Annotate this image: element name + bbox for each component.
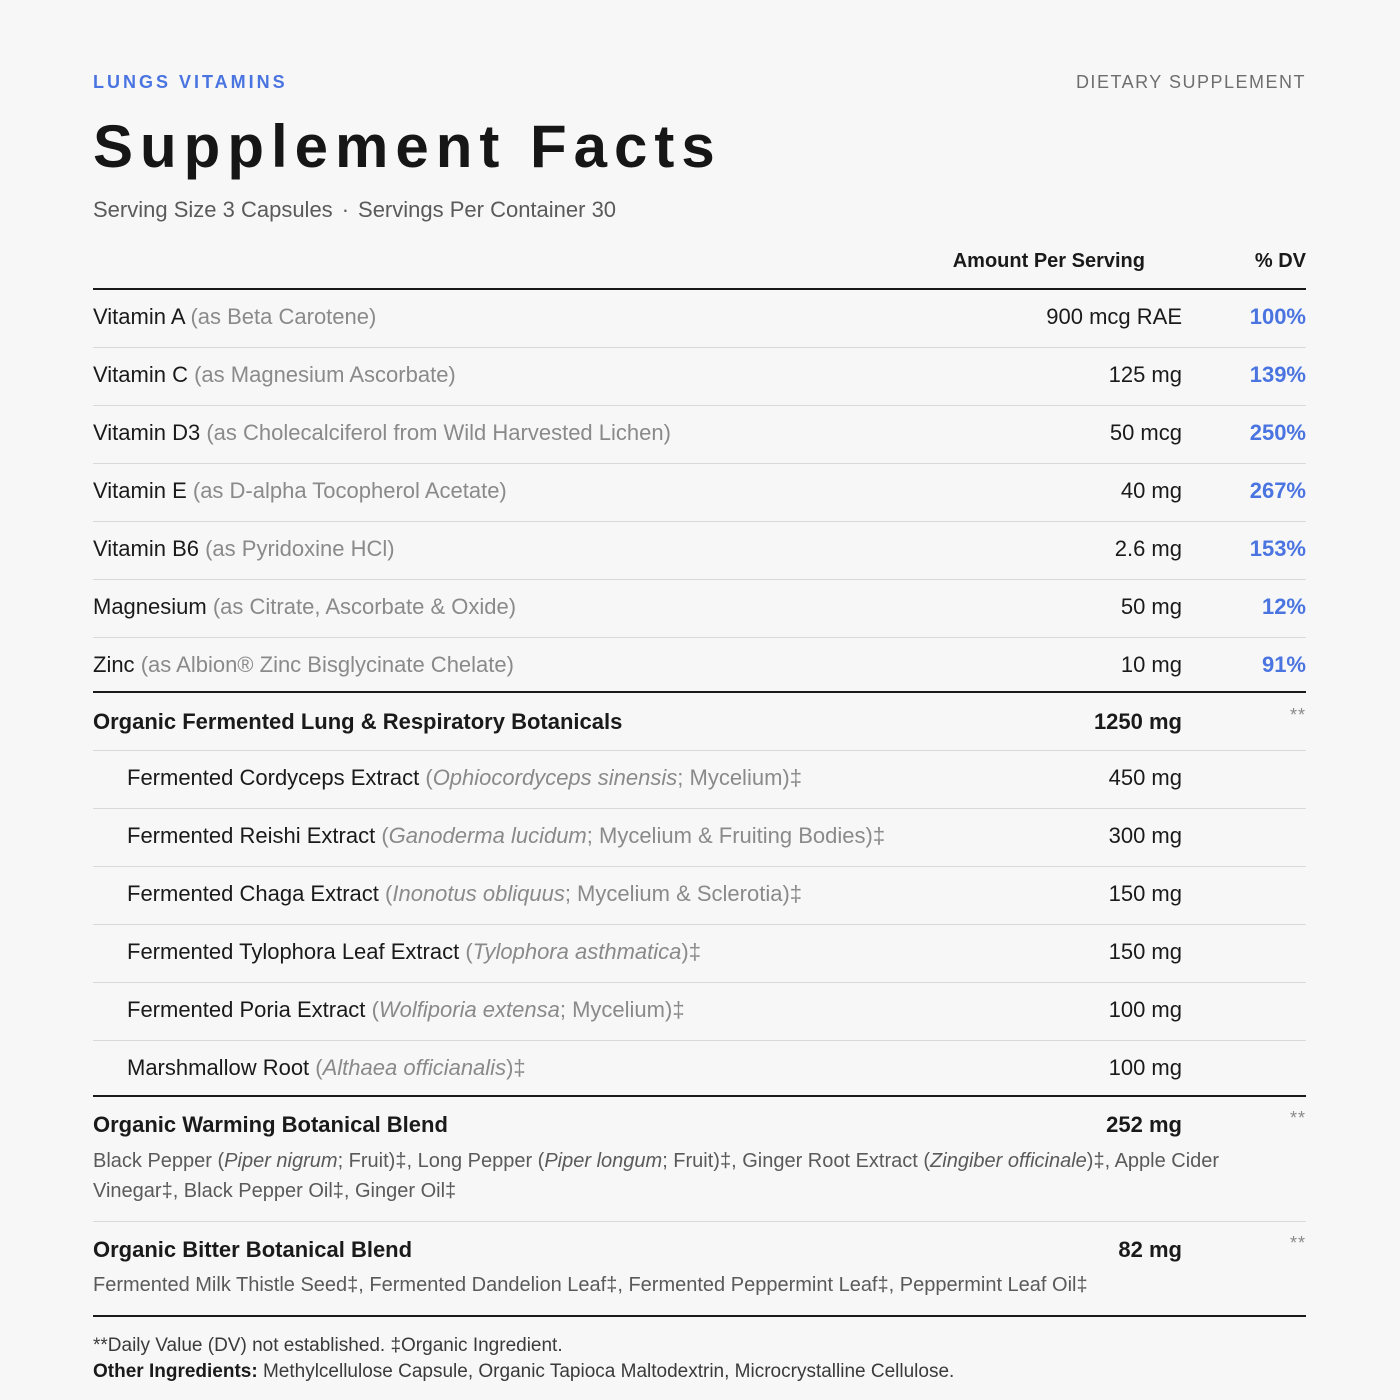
nutrient-source: (as Beta Carotene)	[190, 304, 377, 329]
ingredient-name: Marshmallow Root	[127, 1055, 310, 1080]
list-item	[93, 750, 1306, 808]
nutrient-name: Zinc	[93, 652, 135, 677]
ingredient-name: Fermented Cordyceps Extract	[127, 765, 420, 790]
table-row	[93, 580, 1306, 638]
ingredient-name: Fermented Reishi Extract	[127, 823, 376, 848]
blend-dv: **	[1289, 705, 1306, 725]
nutrient-source: (as Cholecalciferol from Wild Harvested Lichen)	[206, 420, 671, 445]
blend-amount: 1250 mg	[1093, 709, 1182, 734]
footnote: **Daily Value (DV) not established. ‡Organic Ingredient.	[93, 1335, 563, 1356]
separator: ·	[341, 197, 350, 222]
ingredient-amount: 150 mg	[1108, 939, 1182, 964]
brand-name: LUNGS VITAMINS	[93, 72, 288, 92]
nutrient-amount: 50 mg	[1120, 594, 1182, 619]
list-item	[93, 866, 1306, 924]
nutrient-amount: 2.6 mg	[1114, 536, 1182, 561]
nutrient-source: (as D-alpha Tocopherol Acetate)	[192, 478, 507, 503]
table-row	[93, 638, 1306, 695]
document-type: DIETARY SUPPLEMENT	[1075, 72, 1306, 92]
warming-blend-header	[93, 1096, 1306, 1152]
serving-size: Serving Size 3 Capsules	[93, 197, 333, 222]
table-row	[93, 464, 1306, 522]
warming-blend-ingredients: Black Pepper (Piper nigrum; Fruit)‡, Long Pepper (Piper longum; Fruit)‡, Ginger Root Extract (Zingiber officinale)‡, Apple Cider Vinegar‡, Black Pepper Oil‡, Ginger Oil‡	[93, 1150, 1220, 1202]
nutrient-name: Magnesium	[93, 594, 207, 619]
nutrient-amount: 10 mg	[1120, 652, 1182, 677]
blend-amount: 82 mg	[1118, 1237, 1182, 1262]
ingredient-source: (Ganoderma lucidum; Mycelium & Fruiting Bodies)‡	[381, 823, 886, 848]
footer-rule	[93, 1315, 1306, 1317]
nutrient-dv: 267%	[1249, 478, 1306, 503]
bitter-blend-header	[93, 1221, 1306, 1277]
table-row	[93, 290, 1306, 348]
ingredient-amount: 100 mg	[1108, 997, 1182, 1022]
blend-dv: **	[1289, 1233, 1306, 1253]
list-item	[93, 924, 1306, 982]
nutrient-name: Vitamin A	[93, 304, 185, 329]
column-header-dv: % DV	[1254, 250, 1306, 272]
ingredient-amount: 450 mg	[1108, 765, 1182, 790]
nutrient-amount: 50 mcg	[1109, 420, 1182, 445]
nutrient-amount: 125 mg	[1108, 362, 1182, 387]
lung-blend-header	[93, 693, 1306, 749]
nutrient-source: (as Magnesium Ascorbate)	[194, 362, 456, 387]
table-row	[93, 406, 1306, 464]
nutrient-dv: 153%	[1249, 536, 1306, 561]
ingredient-name: Fermented Chaga Extract	[127, 881, 379, 906]
blend-name: Organic Fermented Lung & Respiratory Botanicals	[93, 709, 623, 734]
bitter-blend-ingredients: Fermented Milk Thistle Seed‡, Fermented Dandelion Leaf‡, Fermented Peppermint Leaf‡, Peppermint Leaf Oil‡	[93, 1274, 1088, 1296]
list-item	[93, 808, 1306, 866]
ingredient-source: (Inonotus obliquus; Mycelium & Sclerotia)‡	[385, 881, 803, 906]
ingredient-amount: 150 mg	[1108, 881, 1182, 906]
servings-per-container: Servings Per Container 30	[358, 197, 617, 222]
nutrient-dv: 139%	[1249, 362, 1306, 387]
list-item	[93, 982, 1306, 1040]
nutrient-source: (as Pyridoxine HCl)	[205, 536, 395, 561]
blend-dv: **	[1289, 1108, 1306, 1128]
ingredient-source: (Ophiocordyceps sinensis; Mycelium)‡	[425, 765, 802, 790]
ingredient-source: (Tylophora asthmatica)‡	[465, 939, 701, 964]
ingredient-name: Fermented Tylophora Leaf Extract	[127, 939, 460, 964]
nutrient-amount: 900 mcg RAE	[1046, 304, 1182, 329]
blend-name: Organic Warming Botanical Blend	[93, 1112, 448, 1137]
page-title: Supplement Facts	[93, 113, 722, 180]
nutrient-name: Vitamin E	[93, 478, 187, 503]
nutrient-amount: 40 mg	[1120, 478, 1182, 503]
list-item	[93, 1040, 1306, 1098]
blend-amount: 252 mg	[1106, 1112, 1182, 1137]
nutrient-dv: 91%	[1261, 652, 1306, 677]
other-ingredients-label: Other Ingredients:	[93, 1361, 258, 1382]
serving-info	[93, 197, 616, 223]
table-row	[93, 522, 1306, 580]
column-header-amount: Amount Per Serving	[952, 250, 1145, 272]
nutrient-source: (as Albion® Zinc Bisglycinate Chelate)	[140, 652, 514, 677]
nutrient-dv: 250%	[1249, 420, 1306, 445]
nutrient-source: (as Citrate, Ascorbate & Oxide)	[212, 594, 517, 619]
nutrient-name: Vitamin B6	[93, 536, 199, 561]
vitamin-table	[93, 290, 1306, 695]
ingredient-name: Fermented Poria Extract	[127, 997, 366, 1022]
table-row	[93, 348, 1306, 406]
other-ingredients-text: Methylcellulose Capsule, Organic Tapioca Maltodextrin, Microcrystalline Cellulose.	[257, 1361, 955, 1382]
nutrient-dv: 100%	[1249, 304, 1306, 329]
lung-blend-items	[93, 750, 1306, 1098]
nutrient-name: Vitamin C	[93, 362, 188, 387]
blend-name: Organic Bitter Botanical Blend	[93, 1237, 413, 1262]
ingredient-source: (Wolfiporia extensa; Mycelium)‡	[371, 997, 685, 1022]
ingredient-amount: 100 mg	[1108, 1055, 1182, 1080]
other-ingredients	[93, 1361, 954, 1383]
nutrient-name: Vitamin D3	[93, 420, 201, 445]
nutrient-dv: 12%	[1261, 594, 1306, 619]
ingredient-source: (Althaea officianalis)‡	[315, 1055, 526, 1080]
ingredient-amount: 300 mg	[1108, 823, 1182, 848]
